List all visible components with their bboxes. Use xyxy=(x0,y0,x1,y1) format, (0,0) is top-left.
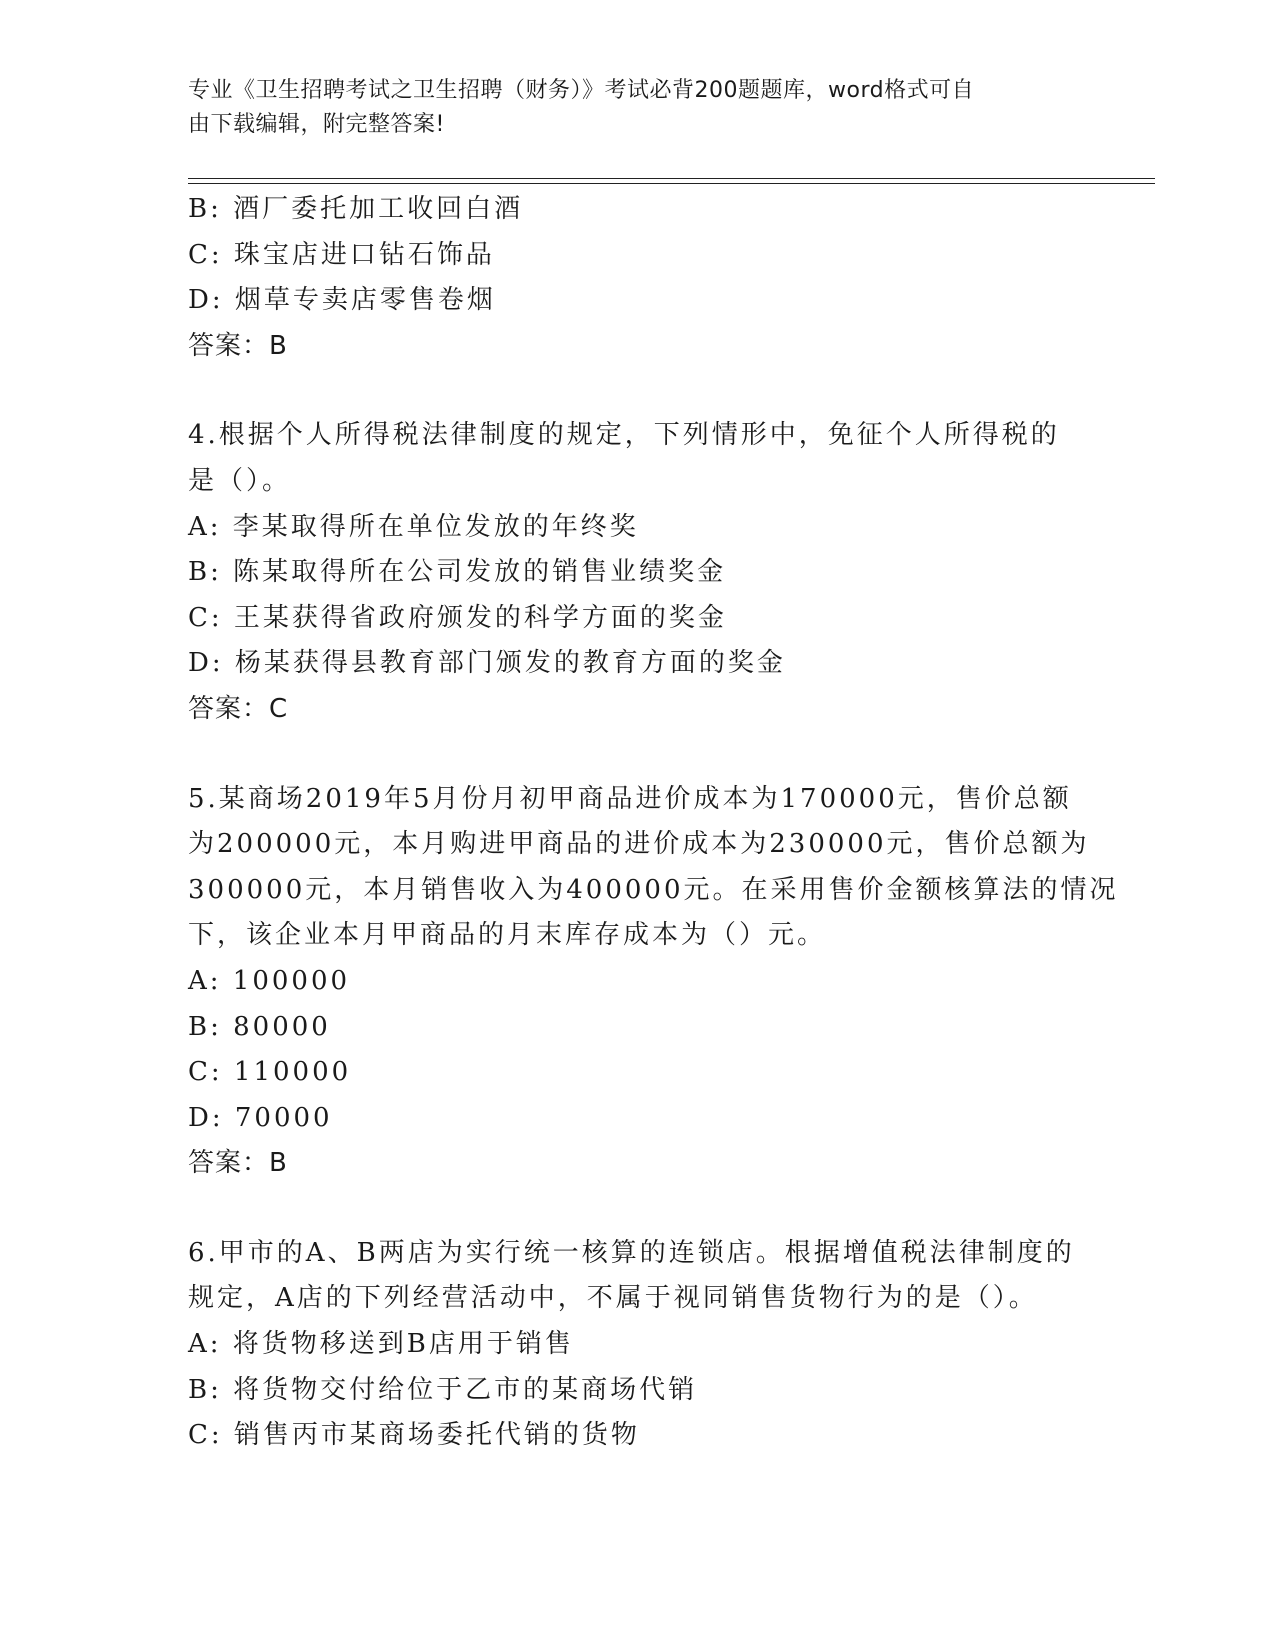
q4-option-d: D: 杨某获得县教育部门颁发的教育方面的奖金 xyxy=(188,648,786,679)
q5-option-b: B: 80000 xyxy=(188,1011,331,1042)
q6-option-a: A: 将货物移送到B店用于销售 xyxy=(188,1329,574,1360)
q4-option-b: B: 陈某取得所在公司发放的销售业绩奖金 xyxy=(188,557,727,588)
q3-option-b: B: 酒厂委托加工收回白酒 xyxy=(188,194,524,224)
header-divider-bottom xyxy=(188,183,1155,184)
q6-stem-line-1: 6.甲市的A、B两店为实行统一核算的连锁店。根据增值税法律制度的 xyxy=(188,1237,1075,1268)
header-divider-top xyxy=(188,178,1155,179)
question-list xyxy=(188,187,1119,1459)
q6-option-c: C: 销售丙市某商场委托代销的货物 xyxy=(188,1420,640,1451)
question-4 xyxy=(188,413,1088,732)
q5-option-c: C: 110000 xyxy=(188,1057,352,1088)
q5-answer: 答案：B xyxy=(188,1148,288,1179)
q5-option-a: A: 100000 xyxy=(188,965,351,996)
question-6 xyxy=(188,1231,1088,1459)
q6-stem-line-2: 规定，A店的下列经营活动中，不属于视同销售货物行为的是（）。 xyxy=(188,1283,1038,1314)
q4-option-c: C: 王某获得省政府颁发的科学方面的奖金 xyxy=(188,602,727,633)
q5-stem-line-4: 下，该企业本月甲商品的月末库存成本为（）元。 xyxy=(188,920,827,951)
q4-option-a: A: 李某取得所在单位发放的年终奖 xyxy=(188,511,639,542)
q3-option-d: D: 烟草专卖店零售卷烟 xyxy=(188,285,496,316)
q3-answer: 答案：B xyxy=(188,330,288,361)
header-line-1: 专业《卫生招聘考试之卫生招聘（财务）》考试必背200题题库，word格式可自 xyxy=(188,78,975,103)
question-5 xyxy=(188,777,1119,1187)
header-line-2: 由下载编辑，附完整答案! xyxy=(188,112,445,137)
q4-stem-line-2: 是（）。 xyxy=(188,465,292,496)
q4-answer: 答案：C xyxy=(188,693,289,724)
q5-stem-line-3: 300000元，本月销售收入为400000元。在采用售价金额核算法的情况 xyxy=(188,874,1119,905)
q5-stem-line-2: 为200000元，本月购进甲商品的进价成本为230000元，售价总额为 xyxy=(188,829,1090,860)
q6-option-b: B: 将货物交付给位于乙市的某商场代销 xyxy=(188,1374,698,1405)
q3-option-c: C: 珠宝店进口钻石饰品 xyxy=(188,239,495,270)
q5-stem-line-1: 5.某商场2019年5月份月初甲商品进价成本为170000元，售价总额 xyxy=(188,783,1072,814)
question-3 xyxy=(188,187,1088,369)
q4-stem-line-1: 4.根据个人所得税法律制度的规定，下列情形中，免征个人所得税的 xyxy=(188,420,1060,451)
q5-option-d: D: 70000 xyxy=(188,1102,333,1133)
document-header xyxy=(188,74,1068,142)
